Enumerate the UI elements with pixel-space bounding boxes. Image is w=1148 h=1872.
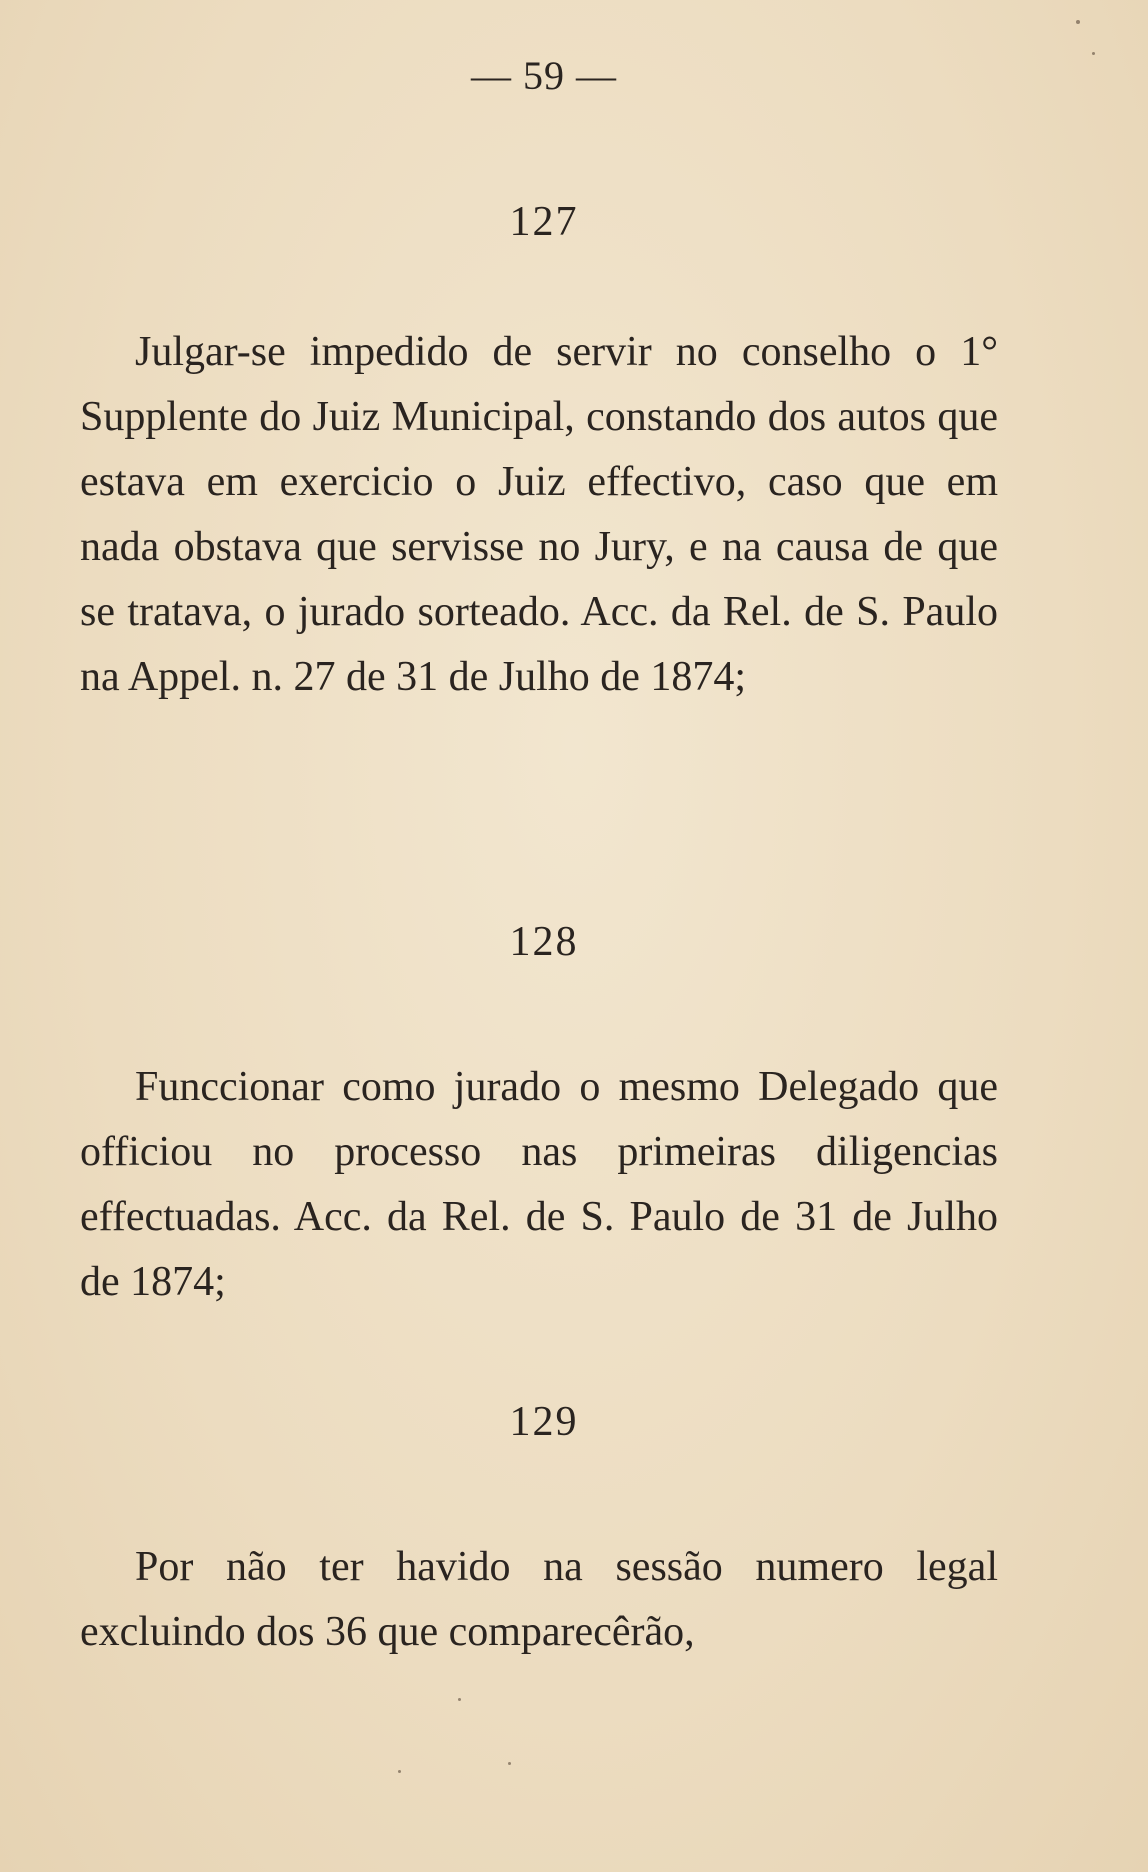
paper-speck: [1076, 20, 1080, 24]
section-127-body: Julgar-se impedido de servir no conselho o 1° Supplente do Juiz Municipal, constando dos autos que estava em exercicio o Juiz effectivo, caso que em nada obstava que servisse no Jury, e na causa de que se tratava, o jurado sorteado. Acc. da Rel. de S. Paulo na Appel. n. 27 de 31 de Julho de 1874;: [80, 329, 998, 700]
section-129-body: Por não ter havido na sessão numero legal excluindo dos 36 que comparecêrão,: [80, 1544, 998, 1655]
section-number-127: 127: [509, 199, 579, 245]
paper-speck: [398, 1770, 401, 1773]
page-number: — 59 —: [471, 53, 617, 98]
section-number-128: 128: [509, 919, 579, 965]
paper-speck: [458, 1698, 461, 1701]
paper-speck: [1092, 52, 1095, 55]
section-128-text: [80, 1055, 998, 1325]
section-number-129: 129: [509, 1399, 579, 1445]
section-127-text: [80, 320, 998, 840]
section-128-body: Funccionar como jurado o mesmo Delegado que officiou no processo nas primeiras diligencias effectuadas. Acc. da Rel. de S. Paulo de 31 de Julho de 1874;: [80, 1064, 998, 1305]
section-129-text: [80, 1535, 998, 1675]
paper-speck: [508, 1762, 511, 1765]
